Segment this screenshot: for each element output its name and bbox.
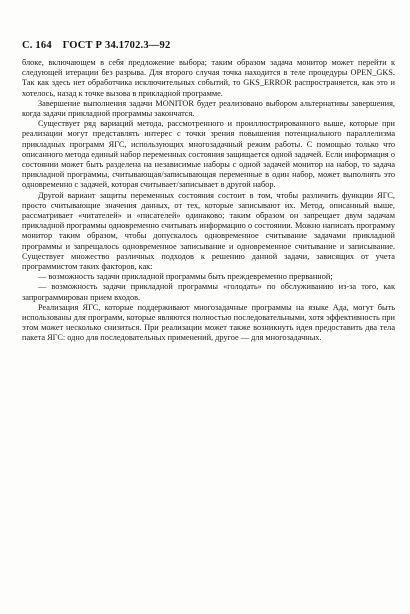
paragraph-monitor-termination: Завершение выполнения задачи MONITOR будет реализовано выбором альтернативы завершения, когда задачи прикладной программы закончатся. bbox=[22, 98, 395, 119]
list-item-starvation: — возможность задачи прикладной программы «голодать» по обслуживанию из-за того, как запрограммирован прием входов. bbox=[22, 282, 395, 302]
standard-code: ГОСТ Р 34.1702.3—92 bbox=[62, 40, 171, 51]
page-header bbox=[22, 40, 178, 51]
body-text bbox=[22, 58, 395, 344]
paragraph-continuation: блоке, включающем в себя предложение выбора; таким образом задача монитор может перейти к следующей итерации без разрыва. Для второго случая точка находится в теле процедуры OPEN_GKS. Так как здесь нет обработчика исключительных событий, то GKS_ERROR распространяется, как это и хотелось, назад к точке вызова в прикладной программе. bbox=[22, 58, 395, 98]
paragraph-readers-writers: Другой вариант защиты переменных состояния состоит в том, чтобы различить функции ЯГС, просто считывающие значения данных, от тех, которые записывают их. Метод, описанный выше, рассматривает «читателей» и «писателей» одинаково; таким образом он запрещает двум задачам прикладной программы одновременно считывать информацию о состоянии. Можно написать программу монитор таким образом, чтобы допускалось одновременное считывание задачами прикладной программы и запрещалось одновременное записывание и одновременное считывание и записывание. Существует множество различных подходов к решению данной задачи, зависящих от учета программистом таких факторов, как: bbox=[22, 190, 395, 272]
page-number: С. 164 bbox=[22, 40, 52, 51]
paragraph-ada-implementations: Реализация ЯГС, которые поддерживают многозадачные программы на языке Ада, могут быть использованы для программ, которые являются полностью последовательными, хотя эффективность при этом может несколько снизиться. При реализации может также возникнуть идея предоставить два тела пакета ЯГС: одно для последовательных применений, другое — для многозадачных. bbox=[22, 302, 395, 343]
list-item-preemption: — возможность задачи прикладной программы быть преждевременно прерванной; bbox=[38, 272, 333, 282]
paragraph-method-variations: Существует ряд вариаций метода, рассмотренного и проиллюстрированного выше, которые при реализации могут представлять интерес с точки зрения повышения потенциального параллелизма прикладных программ ЯГС, использующих многозадачный режим работы. С помощью только что описанного метода единый набор переменных состояния защищается одной задачей. Если информация о состоянии может быть разделена на независимые наборы с одной задачей монитор на набор, то задача прикладной программы, считывающая/записывающая переменные в один набор, может выполнять это одновременно с задачей, которая считывает/записывает в другой набор. bbox=[22, 119, 395, 190]
